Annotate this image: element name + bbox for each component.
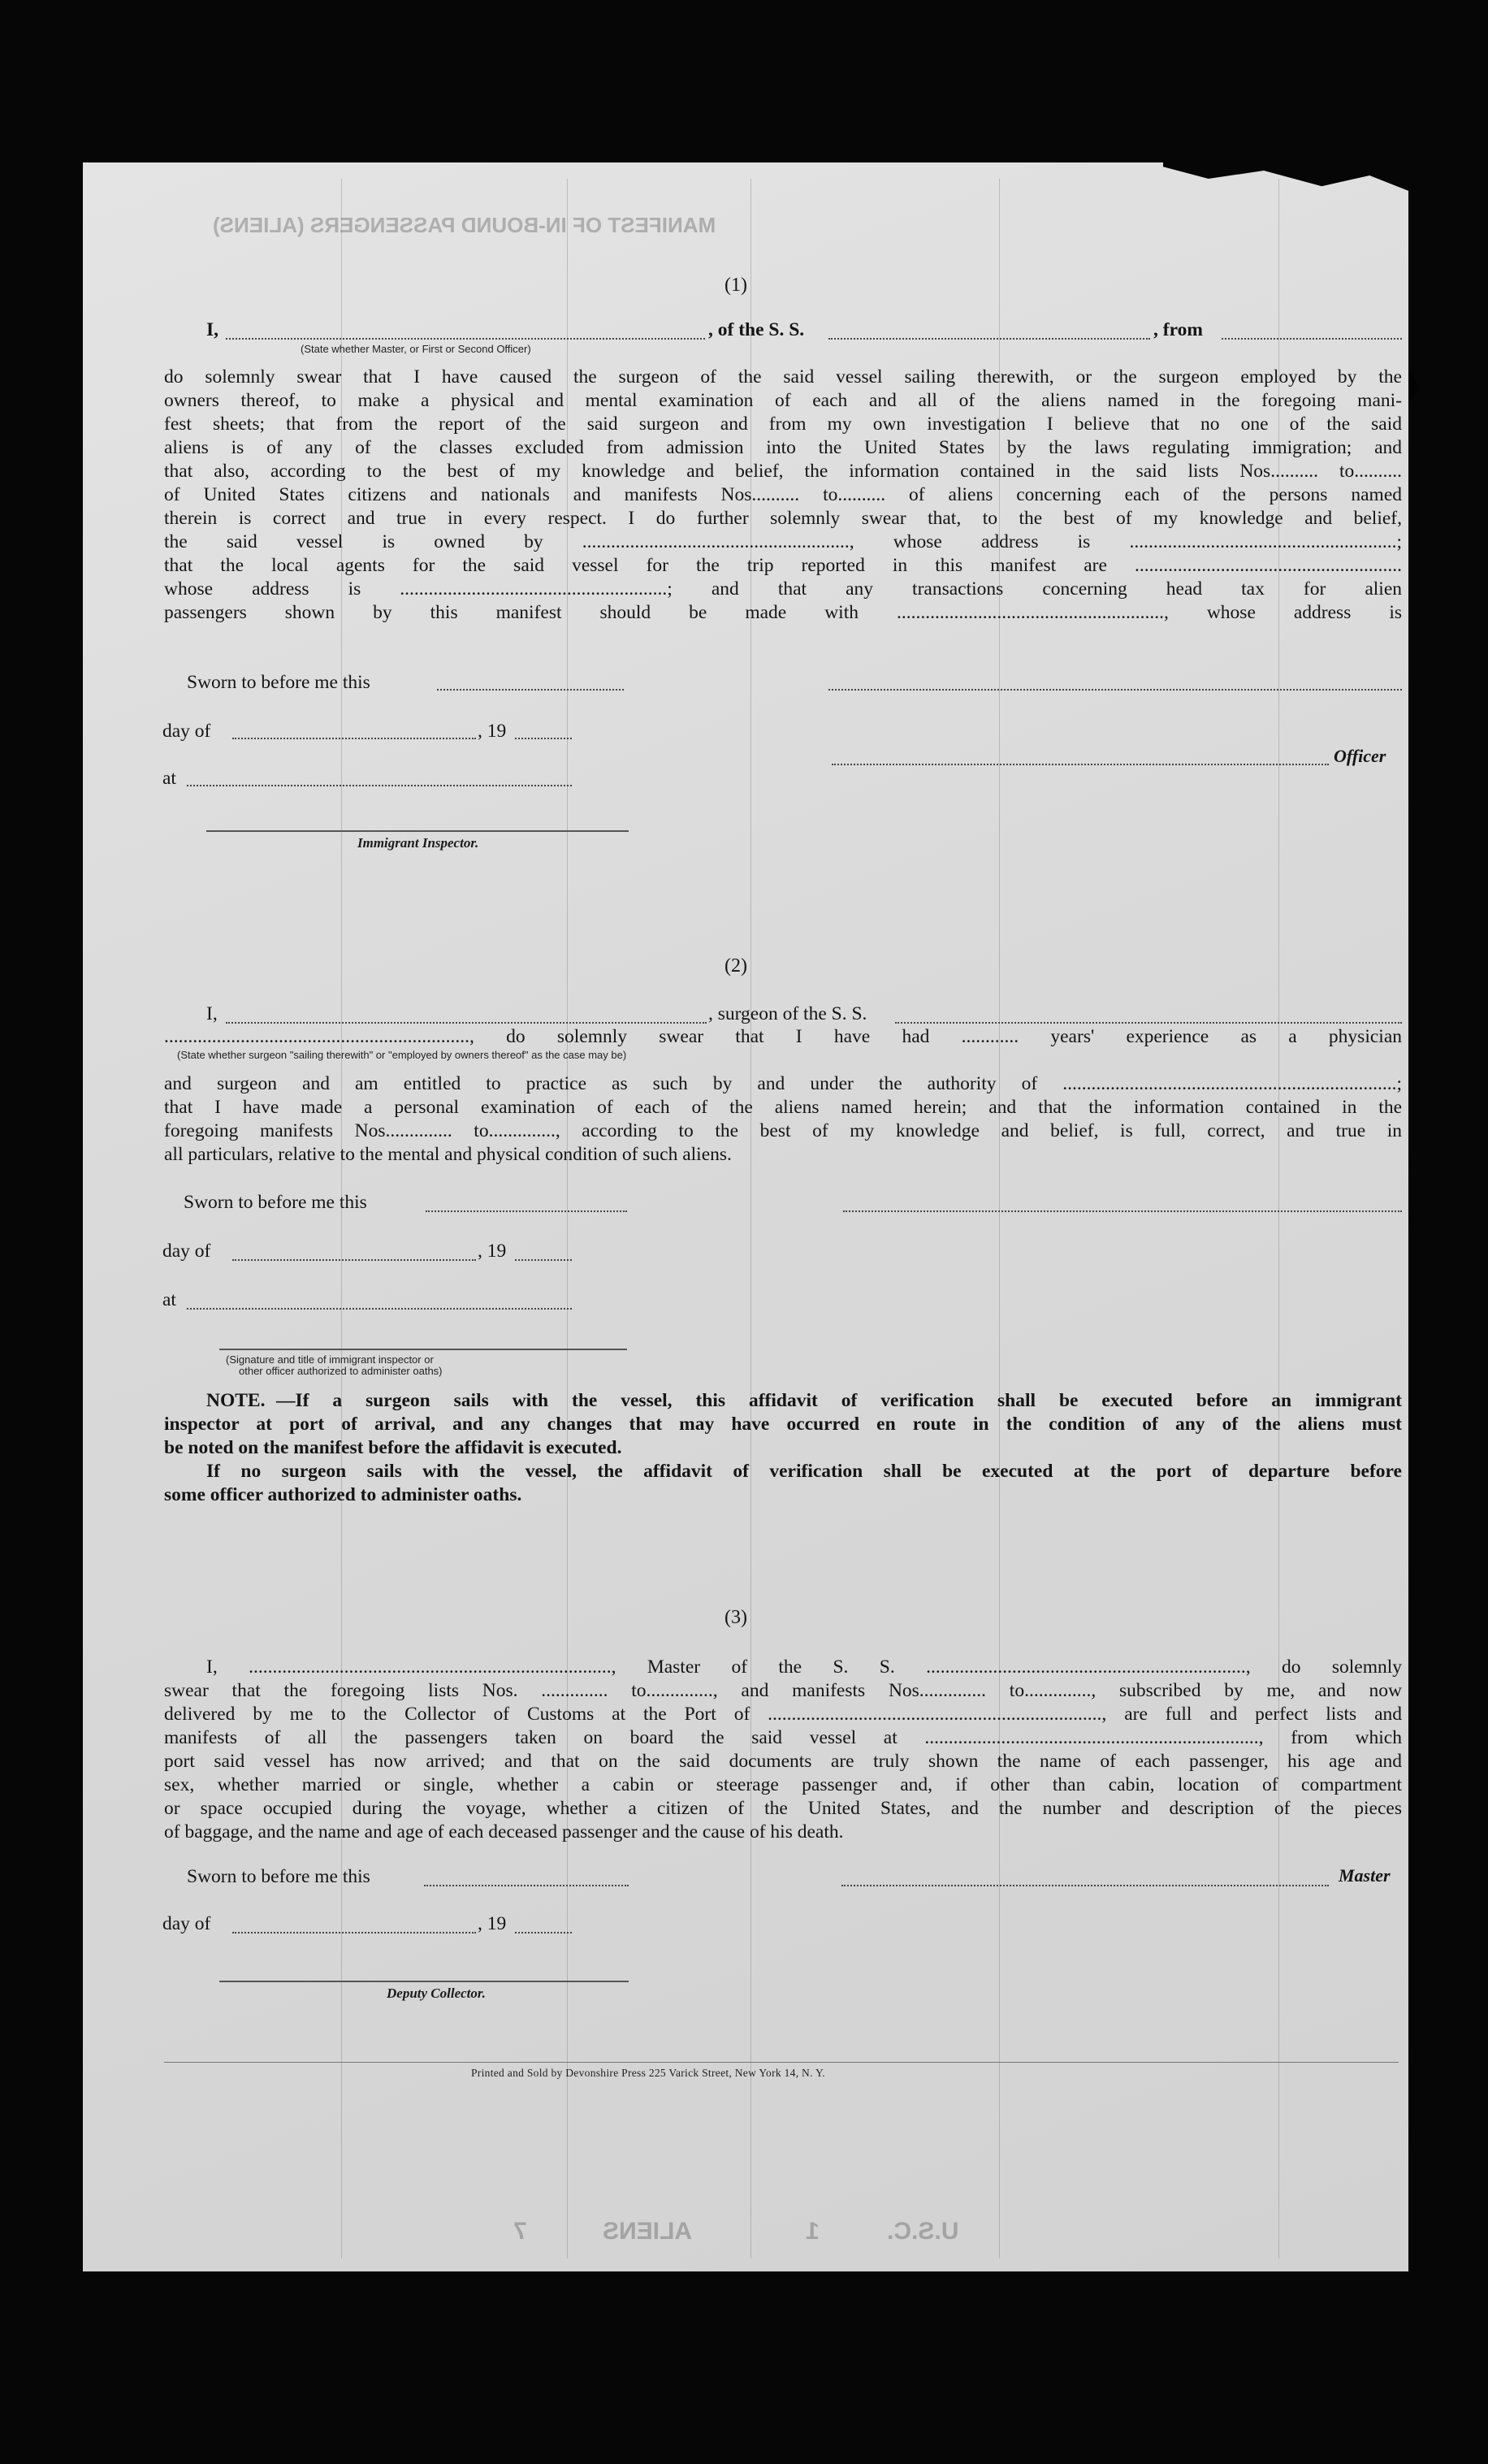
oath-line: passengers shown by this manifest should be made with ........................................................, whose address is bbox=[164, 602, 1402, 623]
footer-rule bbox=[164, 2062, 1399, 2063]
sworn-date-line bbox=[424, 1885, 629, 1886]
i-label: I, bbox=[206, 319, 219, 340]
bleed-through-footer: 7 bbox=[513, 2218, 527, 2245]
bleed-through-header: MANIFEST OF IN-BOUND PASSENGERS (ALIENS) bbox=[213, 213, 716, 237]
sworn-label: Sworn to before me this bbox=[187, 1866, 370, 1887]
section-number: (1) bbox=[725, 275, 747, 296]
oath-line: aliens is of any of the classes excluded from admission into the United States by the laws regulating immigration; and bbox=[164, 437, 1402, 458]
master-oath-line: or space occupied during the voyage, whether a citizen of the United States, and the number and description of the pieces bbox=[164, 1798, 1402, 1819]
from-label: , from bbox=[1153, 319, 1203, 340]
day-of-label: day of bbox=[162, 1913, 211, 1934]
sworn-date-line bbox=[426, 1210, 627, 1212]
officer-label: Officer bbox=[1334, 746, 1386, 766]
note-line: inspector at port of arrival, and any changes that may have occurred en route in the condition of any of the aliens must bbox=[164, 1414, 1402, 1435]
from-port-line bbox=[1222, 338, 1402, 340]
day-line bbox=[232, 1932, 476, 1934]
surgeon-oath-line: all particulars, relative to the mental and physical condition of such aliens. bbox=[164, 1144, 732, 1165]
at-label: at bbox=[162, 1289, 176, 1310]
note-line: be noted on the manifest before the affidavit is executed. bbox=[164, 1437, 622, 1458]
note-label: NOTE. bbox=[206, 1390, 266, 1411]
vessel-name-line bbox=[828, 338, 1150, 340]
oath-line: of United States citizens and nationals and manifests Nos.......... to.......... of aliens concerning each of the persons named bbox=[164, 484, 1402, 505]
at-label: at bbox=[162, 768, 176, 789]
note-line: If no surgeon sails with the vessel, the affidavit of verification shall be executed at the port of departure before bbox=[206, 1461, 1402, 1482]
day-line bbox=[232, 1259, 476, 1261]
master-oath-line: manifests of all the passengers taken on board the said vessel at ......................................................................, from which bbox=[164, 1727, 1402, 1748]
signature-note: other officer authorized to administer oaths) bbox=[239, 1365, 443, 1377]
master-oath-line: I, ............................................................................, Master of the S. S. ..................................................................., do solemnly bbox=[206, 1656, 1402, 1678]
bleed-through-footer: ALIENS bbox=[603, 2218, 693, 2245]
sworn-label: Sworn to before me this bbox=[184, 1192, 367, 1213]
surgeon-signature-line bbox=[843, 1210, 1402, 1212]
surgeon-state-note: (State whether surgeon "sailing therewith" or "employed by owners thereof" as the case may be) bbox=[177, 1049, 627, 1061]
year-line bbox=[515, 1932, 572, 1934]
master-label: Master bbox=[1339, 1865, 1391, 1886]
master-oath-line: port said vessel has now arrived; and that on the said documents are truly shown the name of each passenger, his age and bbox=[164, 1751, 1402, 1772]
oath-line: whose address is ........................................................; and that any transactions concerning head tax for alien bbox=[164, 578, 1402, 600]
sworn-date-line bbox=[437, 689, 624, 691]
master-name-line bbox=[226, 338, 705, 340]
master-oath-line: of baggage, and the name and age of each deceased passenger and the cause of his death. bbox=[164, 1821, 844, 1843]
surgeon-oath-line: foregoing manifests Nos.............. to.............., according to the best of my knowledge and belief, is full, correct, and true in bbox=[164, 1120, 1402, 1141]
surgeon-of-label: , surgeon of the S. S. bbox=[708, 1003, 867, 1024]
master-oath-line: delivered by me to the Collector of Customs at the Port of ......................................................................, are full and perfect lists and bbox=[164, 1704, 1402, 1725]
torn-edge bbox=[1163, 162, 1408, 193]
day-of-label: day of bbox=[162, 721, 211, 742]
oath-line: that also, according to the best of my knowledge and belief, the information contained in the said lists Nos.......... to.......... bbox=[164, 461, 1402, 482]
bleed-through-footer: U.S.C. bbox=[887, 2218, 959, 2245]
at-line bbox=[187, 785, 572, 786]
day-line bbox=[232, 738, 476, 739]
surgeon-name-line bbox=[226, 1022, 707, 1024]
inspector-label: Immigrant Inspector. bbox=[357, 835, 479, 851]
note-line: some officer authorized to administer oaths. bbox=[164, 1484, 522, 1505]
year-label: , 19 bbox=[478, 1913, 507, 1934]
oath-line: that the local agents for the said vessel for the trip reported in this manifest are ........................................................ bbox=[164, 555, 1402, 576]
sworn-line-right bbox=[828, 689, 1402, 691]
section-number: (2) bbox=[725, 955, 747, 977]
master-signature-line bbox=[841, 1885, 1329, 1886]
i-label: I, bbox=[206, 1003, 218, 1024]
surgeon-oath-line: and surgeon and am entitled to practice as such by and under the authority of ......................................................................; bbox=[164, 1073, 1402, 1094]
oath-line: owners thereof, to make a physical and mental examination of each and all of the aliens named in the foregoing mani- bbox=[164, 390, 1402, 411]
oath-line: therein is correct and true in every respect. I do further solemnly swear that, to the best of my knowledge and belief, bbox=[164, 508, 1402, 529]
day-of-label: day of bbox=[162, 1241, 211, 1262]
of-ss-label: , of the S. S. bbox=[708, 319, 805, 340]
state-note: (State whether Master, or First or Second Officer) bbox=[301, 343, 531, 355]
year-line bbox=[515, 1259, 572, 1261]
manifest-verification-page bbox=[83, 162, 1408, 2271]
master-oath-line: sex, whether married or single, whether a cabin or steerage passenger and, if other than cabin, location of compartment bbox=[164, 1774, 1402, 1795]
inspector-signature-line bbox=[206, 830, 629, 832]
master-oath-line: swear that the foregoing lists Nos. .............. to.............., and manifests Nos.............. to.............., subscribed by me, and now bbox=[164, 1680, 1402, 1701]
deputy-collector-label: Deputy Collector. bbox=[387, 1985, 486, 2001]
signature-note: (Signature and title of immigrant inspector or bbox=[226, 1353, 434, 1366]
year-label: , 19 bbox=[478, 721, 507, 742]
oath-line: the said vessel is owned by ........................................................, whose address is ........................................................; bbox=[164, 531, 1402, 552]
bleed-through-footer: 1 bbox=[806, 2218, 820, 2245]
year-line bbox=[515, 738, 572, 739]
collector-signature-line bbox=[219, 1981, 629, 1982]
surgeon-vessel-line bbox=[895, 1022, 1402, 1024]
inspector-signature-line bbox=[219, 1349, 627, 1350]
surgeon-line: ................................................................, do solemnly swear that I have had ............ years' experience as a physician bbox=[164, 1026, 1402, 1047]
oath-line: fest sheets; that from the report of the said surgeon and from my own investigation I believe that no one of the said bbox=[164, 414, 1402, 435]
officer-signature-line bbox=[832, 764, 1329, 765]
at-line bbox=[187, 1308, 572, 1310]
sworn-label: Sworn to before me this bbox=[187, 672, 370, 693]
section-number: (3) bbox=[725, 1607, 747, 1628]
oath-line: do solemnly swear that I have caused the surgeon of the said vessel sailing therewith, or the surgeon employed by the bbox=[164, 366, 1402, 388]
printer-imprint: Printed and Sold by Devonshire Press 225 Varick Street, New York 14, N. Y. bbox=[471, 2067, 825, 2079]
surgeon-oath-line: that I have made a personal examination of each of the aliens named herein; and that the information contained in the bbox=[164, 1097, 1402, 1118]
note-line: —If a surgeon sails with the vessel, this affidavit of verification shall be executed before an immigrant bbox=[276, 1390, 1402, 1411]
year-label: , 19 bbox=[478, 1241, 507, 1262]
